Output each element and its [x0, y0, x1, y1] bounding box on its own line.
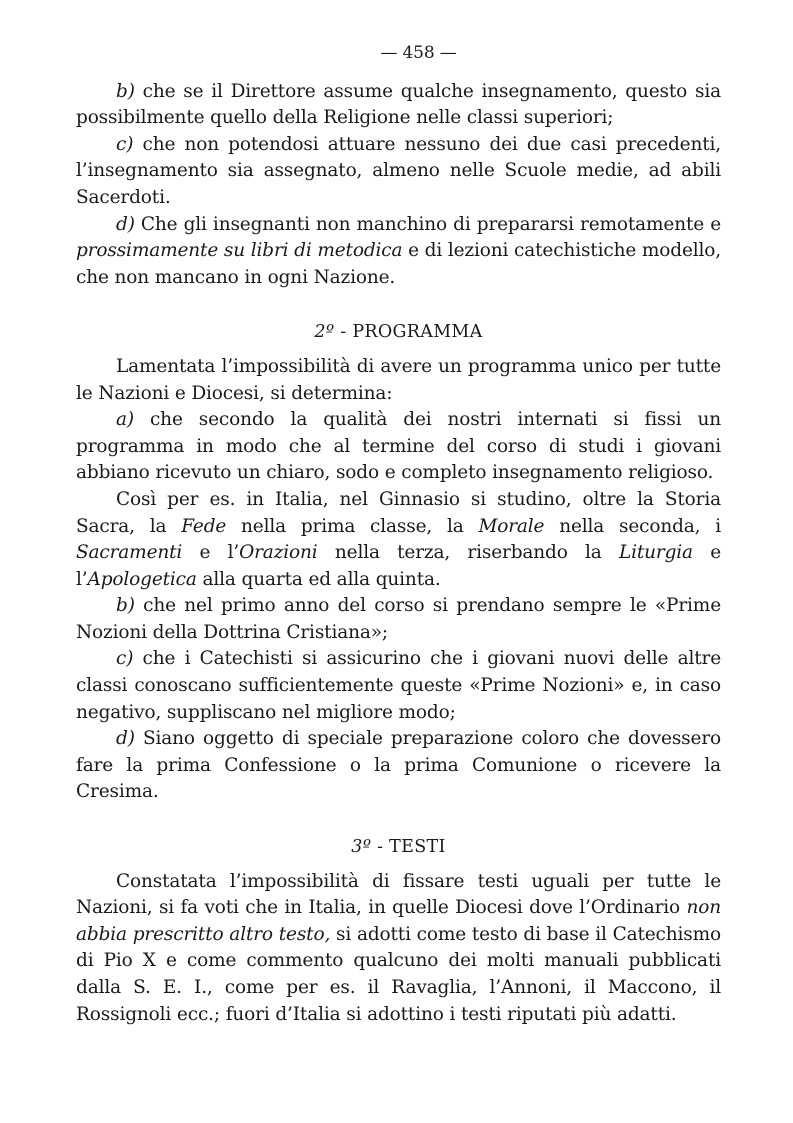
paragraph-b-programma	[76, 593, 721, 646]
item-text: che i Catechisti si assicurino che i giovani nuovi delle altre classi conoscano sufficientemente queste «Prime Nozioni» e, in caso negativo, suppliscano nel migliore modo;	[76, 648, 721, 723]
section-heading-programma	[76, 319, 721, 346]
paragraph-testi	[76, 869, 721, 1029]
text-run: nella seconda, i	[559, 515, 721, 537]
paragraph-d-teachers	[76, 212, 721, 292]
paragraph-c-programma	[76, 646, 721, 726]
italic-text: prossimamente su libri di metodica	[76, 240, 403, 262]
item-text: che se il Direttore assume qualche insegnamento, questo sia possibilmente quello della Religione nelle classi superiori;	[76, 80, 721, 129]
item-text: e di lezioni catechistiche modello, che non mancano in ogni Nazione.	[76, 240, 721, 288]
paragraph-a-programma	[76, 407, 721, 487]
page-number: — 458 —	[380, 43, 457, 63]
text-run: Constatata l’impossibilità di fissare testi uguali per tutte le Nazioni, si fa voti che in Italia, in quelle Diocesi dove l’Ordinario	[76, 870, 721, 919]
item-label: b)	[116, 595, 135, 617]
item-label: c)	[116, 133, 134, 155]
italic-text: Fede	[181, 515, 227, 537]
item-text: che non potendosi attuare nessuno dei due casi precedenti, l’insegnamento sia assegnato, almeno nelle Scuole medie, ad abili Sacerdoti.	[76, 133, 721, 208]
document-page	[76, 40, 721, 1028]
section-number: 2º	[314, 322, 335, 343]
item-text: che secondo la qualità dei nostri internati si fissi un programma in modo che al termine del corso di studi i giovani abbiano ricevuto un chiaro, sodo e completo insegnamento religioso.	[76, 409, 721, 484]
section-heading-testi	[76, 834, 721, 861]
text-run: nella prima classe, la	[241, 515, 464, 537]
item-text: Che gli insegnanti non manchino di prepararsi remotamente e	[140, 213, 721, 235]
italic-text: Apologetica	[87, 568, 197, 590]
item-label: d)	[116, 728, 135, 750]
paragraph-c-priests	[76, 132, 721, 212]
text-run: nella terza, riserbando la	[334, 542, 602, 564]
item-label: a)	[116, 409, 134, 431]
text-run: e l’	[76, 542, 722, 590]
item-label: d)	[116, 213, 135, 235]
text-run: Così per es. in Italia, nel Ginnasio si studino, oltre la Storia Sacra, la	[76, 488, 721, 537]
italic-text: Morale	[478, 515, 545, 537]
paragraph-b-director	[76, 79, 721, 132]
section-title: - TESTI	[377, 837, 446, 858]
paragraph-text: Lamentata l’impossibilità di avere un programma unico per tutte le Nazioni e Diocesi, si determina:	[76, 355, 721, 404]
paragraph-intro-programma	[76, 354, 721, 407]
item-label: c)	[116, 648, 134, 670]
section-title: - PROGRAMMA	[340, 322, 483, 343]
item-label: b)	[116, 80, 135, 102]
item-text: Siano oggetto di speciale preparazione coloro che dovessero fare la prima Confessione o la prima Comunione o ricevere la Cresima.	[76, 728, 722, 803]
italic-text: non abbia prescritto altro testo,	[76, 897, 721, 945]
italic-text: Orazioni	[239, 542, 318, 564]
paragraph-cosi	[76, 487, 721, 593]
section-number: 3º	[351, 837, 372, 858]
paragraph-d-programma	[76, 726, 721, 806]
item-text: che nel primo anno del corso si prendano sempre le «Prime Nozioni della Dottrina Cristiana»;	[76, 595, 721, 643]
text-run: si adotti come testo di base il Catechismo di Pio X e come commento qualcuno dei molti manuali pubblicati dalla S. E. I., come per es. il Ravaglia, l’Annoni, il Maccono, il Rossignoli ecc.; fuori d’Italia si adottino i testi riputati più adatti.	[76, 923, 722, 1025]
text-run: alla quarta ed alla quinta.	[202, 568, 441, 590]
text-run: e l’	[199, 542, 240, 564]
italic-text: Sacramenti	[76, 542, 183, 564]
italic-text: Liturgia	[618, 542, 693, 564]
